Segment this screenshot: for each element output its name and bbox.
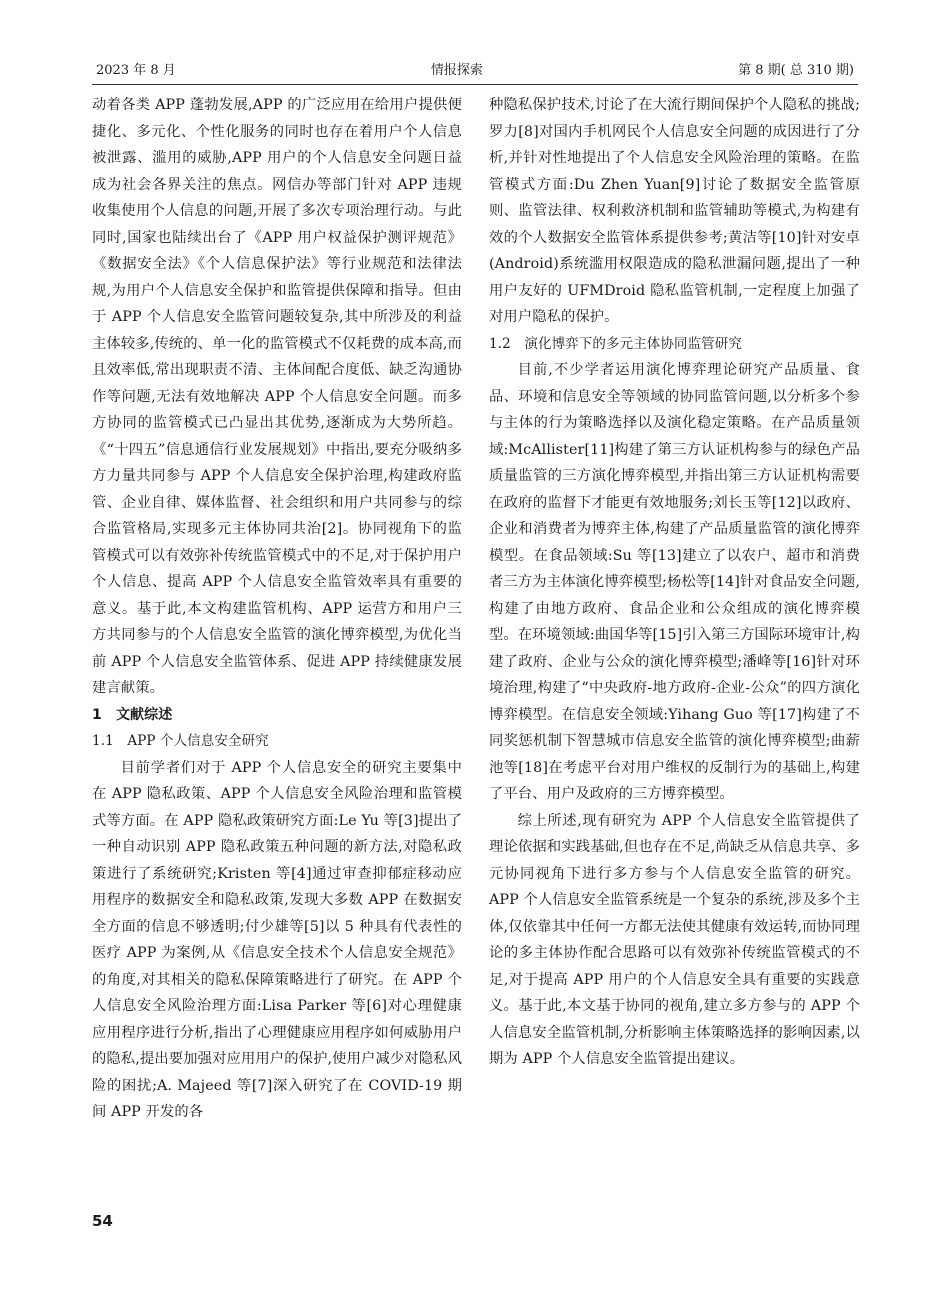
header-issue: 第 8 期( 总 310 期) [738,62,854,78]
right-column [489,92,860,1073]
header-rule [92,84,858,85]
section-1-1-heading: 1.1 APP 个人信息安全研究 [92,733,269,749]
summary-paragraph: 综上所述,现有研究为 APP 个人信息安全监管提供了理论依据和实践基础,但也存在不足,尚缺乏从信息共享、多元协同视角下进行多方参与个人信息安全监管的研究。APP 个人信息安全监管系统是一个复杂的系统,涉及多个主体,仅依靠其中任何一方都无法使其健康有效运转,而协同理论的多主体协作配合思路可以有效弥补传统监管模式的不足,对于提高 APP 用户的个人信息安全具有重要的实践意义。基于此,本文基于协同的视角,建立多方参与的 APP 个人信息安全监管机制,分析影响主体策略选择的影响因素,以期为 APP 个人信息安全监管提出建议。 [489,812,860,1067]
review-paragraph: 目前学者们对于 APP 个人信息安全的研究主要集中在 APP 隐私政策、APP 个人信息安全风险治理和监管模式等方面。在 APP 隐私政策研究方面:Le Yu 等[3]提出了一种自动识别 APP 隐私政策五种问题的新方法,对隐私政策进行了系统研究;Kristen 等[4]通过审查抑郁症移动应用程序的数据安全和隐私政策,发现大多数 APP 在数据安全方面的信息不够透明;付少雄等[5]以 5 种具有代表性的医疗 APP 为案例,从《信息安全技术个人信息安全规范》的角度,对其相关的隐私保障策略进行了研究。在 APP 个人信息安全风险治理方面:Lisa Parker 等[6]对心理健康应用程序进行分析,指出了心理健康应用程序如何威胁用户的隐私,提出要加强对应用用户的保护,使用户减少对隐私风险的困扰;A. Majeed 等[7]深入研究了在 COVID-19 期间 APP 开发的各 [92,759,462,1120]
header-date: 2023 年 8 月 [96,62,176,78]
left-column [92,92,462,1126]
page-number: 54 [92,1212,113,1230]
section-1-heading: 1 文献综述 [92,706,173,723]
section-1-2-heading: 1.2 演化博弈下的多元主体协同监管研究 [489,335,742,352]
review-paragraph-continued: 种隐私保护技术,讨论了在大流行期间保护个人隐私的挑战;罗力[8]对国内手机网民个人信息安全问题的成因进行了分析,并针对性地提出了个人信息安全风险治理的策略。在监管模式方面:Du Zhen Yuan[9]讨论了数据安全监管原则、监管法律、权利救济机制和监管辅助等模式,为构建有效的个人数据安全监管体系提供参考;黄洁等[10]针对安卓(Android)系统滥用权限造成的隐私泄漏问题,提出了一种用户友好的 UFMDroid 隐私监管机制,一定程度上加强了对用户隐私的保护。 [489,97,860,325]
header-journal: 情报探索 [430,62,483,78]
game-theory-paragraph: 目前,不少学者运用演化博弈理论研究产品质量、食品、环境和信息安全等领域的协同监管问题,以分析多个参与主体的行为策略选择以及演化稳定策略。在产品质量领域:McAllister[11]构建了第三方认证机构参与的绿色产品质量监管的三方演化博弈模型,并指出第三方认证机构需要在政府的监督下才能更有效地服务;刘长玉等[12]以政府、企业和消费者为博弈主体,构建了产品质量监管的演化博弈模型。在食品领域:Su 等[13]建立了以农户、超市和消费者三方为主体演化博弈模型;杨松等[14]针对食品安全问题,构建了由地方政府、食品企业和公众组成的演化博弈模型。在环境领域:曲国华等[15]引入第三方国际环境审计,构建了政府、企业与公众的演化博弈模型;潘峰等[16]针对环境治理,构建了“中央政府-地方政府-企业-公众”的四方演化博弈模型。在信息安全领域:Yihang Guo 等[17]构建了不同奖惩机制下智慧城市信息安全监管的演化博弈模型;曲薪池等[18]在考虑平台对用户维权的反制行为的基础上,构建了平台、用户及政府的三方博弈模型。 [489,362,860,802]
intro-paragraph-continued: 动着各类 APP 蓬勃发展,APP 的广泛应用在给用户提供便捷化、多元化、个性化服务的同时也存在着用户个人信息被泄露、滥用的威胁,APP 用户的个人信息安全问题日益成为社会各界关注的焦点。网信办等部门针对 APP 违规收集使用个人信息的问题,开展了多次专项治理行动。与此同时,国家也陆续出台了《APP 用户权益保护测评规范》《数据安全法》《个人信息保护法》等行业规范和法律法规,为用户个人信息安全保护和监管提供保障和指导。但由于 APP 个人信息安全监管问题较复杂,其中所涉及的利益主体较多,传统的、单一化的监管模式不仅耗费的成本高,而且效率低,常出现职责不清、主体间配合度低、缺乏沟通协作等问题,无法有效地解决 APP 个人信息安全问题。而多方协同的监管模式已凸显出其优势,逐渐成为大势所趋。《“十四五”信息通信行业发展规划》中指出,要充分吸纳多方力量共同参与 APP 个人信息安全保护治理,构建政府监管、企业自律、媒体监督、社会组织和用户共同参与的综合监管格局,实现多元主体协同共治[2]。协同视角下的监管模式可以有效弥补传统监管模式中的不足,对于保护用户个人信息、提高 APP 个人信息安全监管效率具有重要的意义。基于此,本文构建监管机构、APP 运营方和用户三方共同参与的个人信息安全监管的演化博弈模型,为优化当前 APP 个人信息安全监管体系、促进 APP 持续健康发展建言献策。 [92,97,462,696]
running-header [96,56,854,80]
